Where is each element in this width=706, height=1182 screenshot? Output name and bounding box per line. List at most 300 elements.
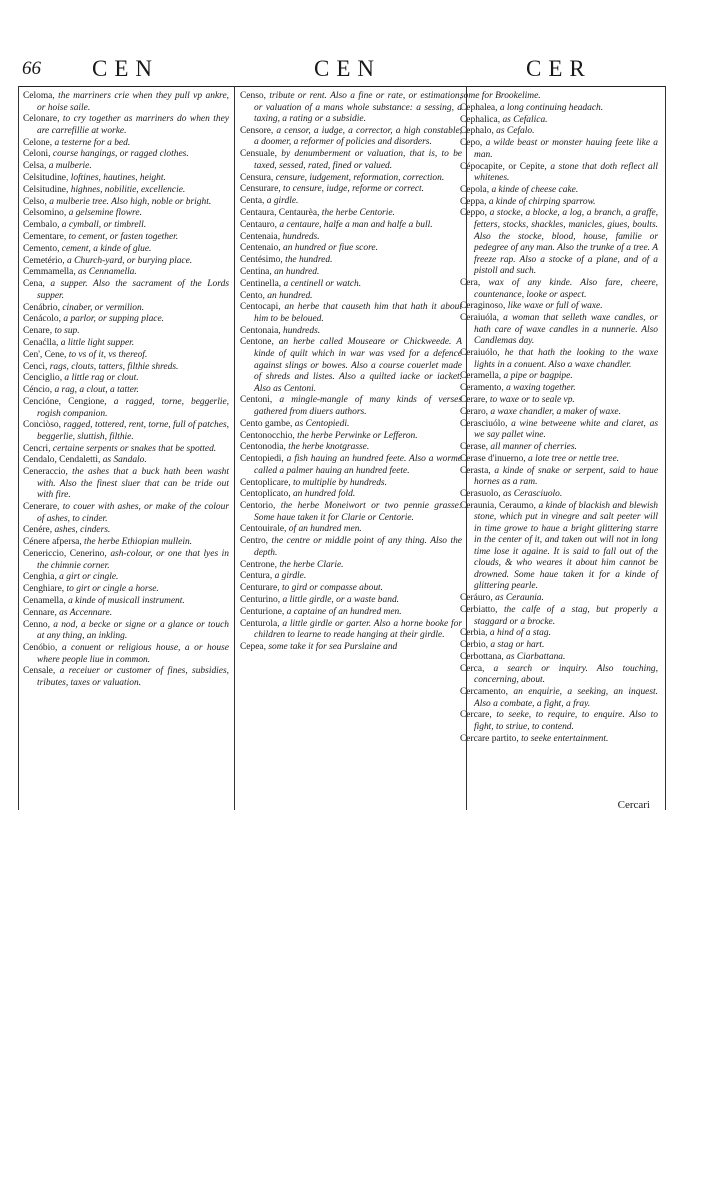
entry-term: Centurino, [240, 595, 281, 606]
dictionary-entry [23, 185, 229, 197]
entry-term: Cemetério, [23, 255, 65, 266]
dictionary-entry [240, 267, 462, 279]
entry-definition: a censor, a iudge, a corrector, a high constable, a doomer, a reformer of policies and disorders. [254, 125, 462, 148]
dictionary-entry [460, 454, 658, 466]
dictionary-entry [240, 431, 462, 443]
dictionary-entry [240, 243, 462, 255]
entry-definition: a mulberie tree. Also high, noble or bright. [49, 196, 212, 207]
entry-definition: all manner of cherries. [490, 441, 577, 452]
entry-definition: to cement, or fasten together. [68, 232, 179, 243]
dictionary-entry [460, 197, 658, 209]
dictionary-entry [23, 608, 229, 620]
dictionary-entry [460, 91, 658, 103]
entry-definition: the calfe of a stag, but properly a staggard or a brocke. [474, 605, 659, 627]
entry-term: Celso, [23, 196, 47, 207]
column-rule-1 [234, 86, 235, 810]
entry-term: Ceraro, [460, 406, 489, 417]
dictionary-entry [23, 350, 229, 362]
entry-definition: as Accennare. [59, 607, 113, 618]
entry-term: Centura, [240, 571, 273, 582]
entry-term: Censale, [23, 666, 56, 677]
entry-term: Celsitudine, [23, 184, 69, 195]
dictionary-entry [460, 208, 658, 277]
dictionary-entry [23, 161, 229, 173]
dictionary-entry [240, 478, 462, 490]
entry-definition: by denumberment or valuation, that is, to be taxed, sessed, rated, fined or valued. [254, 149, 463, 171]
entry-definition: a pipe or bagpipe. [503, 371, 573, 382]
dictionary-entry [240, 607, 462, 619]
entry-term: Cerbiatto, [460, 605, 498, 616]
entry-definition: hundreds. [282, 231, 320, 242]
entry-term: Centonaia, [240, 325, 281, 336]
dictionary-entry [23, 455, 229, 467]
entry-term: Censuale, [240, 149, 277, 160]
entry-term: Censore, [240, 125, 274, 136]
entry-term: Ceráuro, [460, 593, 493, 604]
catchword: Cercari [617, 799, 650, 811]
entry-term: Centonocchio, [240, 430, 295, 441]
dictionary-entry [240, 337, 462, 395]
dictionary-entry [240, 595, 462, 607]
entry-term: Cephalica, [460, 114, 501, 125]
entry-definition: he that hath the looking to the waxe lights in a conuent. Also a waxe chandler. [474, 348, 659, 370]
dictionary-entry [23, 314, 229, 326]
entry-definition: as Cerasciuolo. [503, 488, 563, 499]
dictionary-entry [240, 419, 462, 431]
entry-definition: cinaber, or vermilion. [62, 302, 145, 313]
entry-definition: a wine betweene white and claret, as we say pallet wine. [474, 418, 659, 441]
dictionary-entry [240, 536, 462, 559]
entry-definition: the centre or middle point of any thing. Also the depth. [254, 536, 462, 558]
entry-term: Céncio, [23, 385, 53, 396]
entry-definition: some for Brookelime. [460, 91, 541, 101]
dictionary-entry [23, 303, 229, 315]
entry-term: Cépocapite, or Cepite, [460, 161, 547, 172]
entry-definition: an hundred. [267, 290, 313, 301]
entry-term: Cenácolo, [23, 314, 61, 325]
entry-term: Centopiedi, [240, 454, 284, 465]
entry-term: Ceramento, [460, 383, 504, 394]
dictionary-entry [460, 501, 658, 593]
entry-definition: a kinde of chirping sparrow. [488, 196, 596, 207]
dictionary-entry [240, 91, 462, 126]
entry-term: Centocapi, [240, 302, 281, 313]
dictionary-entry [240, 489, 462, 501]
dictionary-entry [240, 642, 462, 654]
entry-term: Centoplicare, [240, 477, 291, 488]
entry-definition: as Cefalica. [502, 114, 548, 125]
entry-definition: ash-colour, or one that lyes in the chimnie corner. [37, 549, 230, 571]
entry-definition: a captaine of an hundred men. [286, 606, 402, 617]
dictionary-entry [460, 687, 658, 710]
entry-definition: a kinde of musicall instrument. [68, 596, 185, 607]
dictionary-entry [460, 442, 658, 454]
entry-term: Cepea, [240, 641, 266, 652]
entry-term: Cenamella, [23, 596, 66, 607]
entry-definition: the hundred. [285, 255, 333, 266]
entry-definition: a little girdle or garter. Also a horne booke for children to learne to reade hanging at their girdle. [254, 618, 463, 641]
entry-definition: an enquirie, a seeking, an inquest. Also a combate, a fight, a fray. [474, 687, 659, 709]
entry-definition: course hangings, or ragged clothes. [52, 149, 189, 160]
entry-definition: a Church-yard, or burying place. [67, 255, 193, 266]
entry-term: Cennare, [23, 607, 57, 618]
entry-term: Cemmamella, [23, 267, 76, 278]
dictionary-entry [23, 385, 229, 397]
dictionary-entry [460, 466, 658, 489]
entry-term: Cerasuolo, [460, 488, 501, 499]
entry-term: Cephalea, [460, 102, 498, 113]
entry-definition: loftines, hautines, height. [70, 173, 166, 184]
dictionary-entry [240, 524, 462, 536]
entry-term: Cemento, [23, 243, 60, 254]
entry-term: Celone, [23, 137, 53, 148]
dictionary-entry [240, 291, 462, 303]
entry-term: Ceramella, [460, 371, 502, 382]
entry-definition: a lote tree or nettle tree. [528, 453, 620, 464]
entry-definition: a wilde beast or monster hauing feete like a man. [474, 138, 658, 160]
entry-definition: a mulberie. [48, 161, 92, 172]
page-number: 66 [22, 58, 41, 79]
dictionary-entry [460, 593, 658, 605]
dictionary-entry [240, 126, 462, 149]
dictionary-entry [240, 255, 462, 267]
entry-definition: ashes, cinders. [54, 525, 111, 536]
dictionary-entry [23, 537, 229, 549]
entry-definition: as Ciarbattana. [506, 652, 566, 662]
entry-definition: a cymball, or timbrell. [61, 220, 147, 231]
dictionary-entry [460, 652, 658, 664]
dictionary-entry [460, 407, 658, 419]
entry-definition: an herbe that causeth him that hath it about him to be beloued. [254, 302, 462, 324]
dictionary-entry [23, 208, 229, 220]
entry-definition: to multiplie by hundreds. [292, 477, 387, 488]
entry-term: Celsa, [23, 161, 47, 172]
entry-definition: a supper. Also the sacrament of the Lords supper. [37, 279, 229, 301]
entry-definition: a fish hauing an hundred feete. Also a worme called a palmer hauing an hundred feete. [254, 454, 462, 476]
entry-definition: a stocke, a blocke, a log, a branch, a graffe, fetters, stocks, shackles, manicles, giues, boults. Also the stocke, blood, house, familie or pedegree of any man. Also the trunke of a tree. A freeze rap. Also a stocke of a plane, and of a pistoll and such. [474, 208, 659, 277]
entry-definition: as Sandalo. [102, 455, 147, 466]
entry-term: Ceppo, [460, 208, 487, 219]
entry-term: Cenóbio, [23, 642, 58, 653]
entry-term: Centa, [240, 196, 265, 207]
entry-term: Cencióne, Cengione, [23, 396, 107, 407]
entry-definition: to seeke entertainment. [521, 733, 609, 744]
entry-definition: to girt or cingle a horse. [66, 584, 159, 595]
entry-definition: the herbe knotgrasse. [288, 442, 370, 453]
entry-definition: an hundred. [274, 266, 320, 277]
dictionary-entry [460, 640, 658, 652]
entry-definition: to waxe or to seale vp. [489, 394, 575, 405]
dictionary-entry [23, 620, 229, 643]
dictionary-entry [460, 138, 658, 161]
entry-term: Centenaio, [240, 243, 281, 254]
column-3 [460, 91, 658, 746]
entry-definition: to couer with ashes, or make of the colour of ashes, to cinder. [37, 502, 230, 524]
entry-definition: the marriners crie when they pull vp ankre, or hoise saile. [37, 91, 229, 113]
dictionary-entry [240, 571, 462, 583]
dictionary-entry [460, 710, 658, 733]
entry-definition: rags, clouts, tatters, filthie shreds. [49, 361, 179, 372]
entry-term: Cenaćlla, [23, 337, 59, 348]
entry-term: Centurare, [240, 583, 280, 594]
dictionary-entry [460, 115, 658, 127]
dictionary-entry [23, 666, 229, 689]
entry-term: Cenghia, [23, 572, 57, 583]
entry-definition: to cry together as marriners do when they are carrefillie at worke. [37, 114, 229, 136]
dictionary-entry [240, 583, 462, 595]
entry-definition: hundreds. [282, 325, 321, 336]
running-headword-right: CER [526, 56, 592, 81]
entry-definition: of an hundred men. [288, 524, 362, 535]
entry-term: Cénere afpersa, [23, 537, 82, 548]
entry-term: Centouirale, [240, 524, 287, 535]
entry-term: Ceraginoso, [460, 301, 506, 312]
entry-definition: ragged, tottered, rent, torne, full of patches, beggerlie, sluttish, filthie. [37, 420, 229, 442]
dictionary-entry [460, 371, 658, 383]
entry-term: Ceraiuólo, [460, 348, 500, 359]
entry-definition: a woman that selleth waxe candles, or hath care of waxe candles in a nunnerie. Also Candlemas day. [474, 313, 659, 347]
entry-term: Cerca, [460, 663, 485, 674]
entry-definition: an herbe called Mouseare or Chickweede. A kinde of quilt which in war was vsed for a defence against slings or bowes. Also a course couerlet made of shreds and listes. Also a quilted iacke or iacket. Also as Centoni. [254, 337, 462, 394]
dictionary-entry [240, 454, 462, 477]
entry-term: Cenericcio, Cenerino, [23, 549, 107, 560]
dictionary-entry [23, 244, 229, 256]
entry-term: Cembalo, [23, 220, 60, 231]
entry-definition: a little girdle, or a waste band. [282, 595, 400, 606]
dictionary-entry [23, 256, 229, 268]
entry-definition: the herbe Ethiopian mullein. [84, 537, 193, 548]
entry-definition: a kinde of blackish and blewish stone, which put in vinegre and salt peeter will in time growe to haue a bright glittering starre in the center of it, and taken out will not in long time lose it againe. It is said to fall out of the clouds, & who weares it about him cannot be drowned. Some haue taken it for a kinde of glittering pearle. [474, 500, 658, 592]
dictionary-entry [460, 278, 658, 301]
entry-definition: a nod, a becke or signe or a glance or touch at any thing, an inkling. [37, 619, 230, 642]
entry-definition: as Cefalo. [496, 126, 535, 137]
entry-term: Centoplicato, [240, 489, 291, 500]
dictionary-entry [240, 560, 462, 572]
entry-definition: a kinde of snake or serpent, said to haue hornes as a ram. [474, 465, 659, 488]
entry-term: Centrone, [240, 559, 277, 570]
entry-definition: censure, iudgement, reformation, correction. [275, 172, 445, 183]
dictionary-entry [460, 348, 658, 371]
entry-definition: a kinde of cheese cake. [491, 184, 579, 195]
dictionary-entry [460, 313, 658, 348]
entry-definition: the ashes that a buck hath been washt with. Also the finest sluer that can be tride out with fire. [37, 467, 229, 501]
dictionary-entry [23, 584, 229, 596]
entry-term: Cerbottana, [460, 652, 504, 662]
entry-term: Celoni, [23, 149, 51, 160]
dictionary-entry [240, 184, 462, 196]
entry-term: Cenghiare, [23, 584, 65, 595]
entry-definition: a little rag or clout. [64, 373, 139, 384]
entry-definition: a girt or cingle. [59, 572, 119, 583]
entry-definition: tribute or rent. Also a fine or rate, or estimation, or valuation of a mans whole substance: a sessing, a taxing, a rating or a subsidie. [254, 91, 463, 125]
entry-definition: the herbe Moneiwort or two pennie grasse: Some haue taken it for Clarie or Centorie. [254, 501, 463, 523]
dictionary-entry [460, 605, 658, 628]
entry-definition: a girdle. [274, 571, 307, 582]
entry-term: Centoni, [240, 395, 273, 406]
entry-definition: as Ceraunia. [495, 593, 544, 604]
header-rule [18, 86, 666, 87]
dictionary-entry [460, 185, 658, 197]
dictionary-entry [23, 267, 229, 279]
column-1 [23, 91, 229, 690]
entry-term: Cenciglio, [23, 373, 63, 384]
entry-term: Ceneraccio, [23, 467, 68, 478]
entry-definition: like waxe or full of waxe. [507, 301, 603, 312]
entry-term: Cerasciuólo, [460, 418, 508, 429]
entry-definition: a parlor, or supping place. [63, 314, 165, 325]
entry-term: Centorio, [240, 501, 276, 512]
entry-term: Cercamento, [460, 687, 508, 698]
entry-term: Celonare, [23, 114, 60, 125]
entry-definition: to vs of it, vs thereof. [68, 349, 148, 360]
dictionary-entry [460, 489, 658, 501]
entry-definition: as Cennamella. [78, 267, 137, 278]
dictionary-entry [240, 232, 462, 244]
entry-term: Centro, [240, 536, 269, 547]
dictionary-entry [23, 420, 229, 443]
column-rule-left [18, 86, 19, 810]
entry-term: Cerase, [460, 441, 489, 452]
entry-term: Celsomino, [23, 208, 67, 219]
dictionary-entry [460, 395, 658, 407]
entry-term: Centurione, [240, 606, 285, 617]
entry-term: Cementare, [23, 232, 67, 243]
entry-term: Censo, [240, 91, 266, 101]
entry-term: Censurare, [240, 184, 281, 195]
entry-term: Cenére, [23, 525, 53, 536]
entry-term: Cera, [460, 278, 481, 288]
entry-definition: a stone that doth reflect all whitenes. [474, 161, 658, 184]
dictionary-entry [240, 619, 462, 642]
entry-definition: a ragged, torne, beggerlie, rogish companion. [37, 396, 229, 419]
entry-term: Conciòso, [23, 420, 62, 431]
entry-term: Ceraiuóla, [460, 313, 500, 324]
dictionary-entry [23, 467, 229, 502]
dictionary-entry [23, 197, 229, 209]
dictionary-entry [23, 338, 229, 350]
entry-term: Ceraunia, Ceraumo, [460, 500, 536, 511]
entry-term: Centurola, [240, 618, 280, 629]
entry-term: Cerasta, [460, 465, 491, 476]
dictionary-entry [23, 326, 229, 338]
dictionary-entry [240, 326, 462, 338]
entry-definition: to censure, iudge, reforme or correct. [282, 184, 424, 195]
dictionary-entry [240, 196, 462, 208]
entry-definition: the herbe Centorie. [321, 207, 395, 218]
entry-term: Cepola, [460, 184, 490, 195]
dictionary-entry [460, 162, 658, 185]
dictionary-entry [460, 628, 658, 640]
entry-definition: the herbe Perwinke or Lefferon. [297, 430, 418, 441]
entry-definition: a search or inquiry. Also touching, concerning, about. [474, 663, 659, 686]
dictionary-entry [240, 173, 462, 185]
entry-term: Centauro, [240, 219, 277, 230]
dictionary-entry [23, 279, 229, 302]
entry-definition: an hundred fold. [292, 489, 356, 500]
entry-definition: wax of any kinde. Also fare, cheere, countenance, looke or aspect. [474, 278, 658, 300]
dictionary-entry [460, 103, 658, 115]
entry-term: Cen', Cene, [23, 349, 67, 360]
dictionary-entry [23, 114, 229, 137]
entry-term: Celoma, [23, 91, 55, 101]
dictionary-entry [23, 138, 229, 150]
entry-definition: a stag or hart. [490, 640, 545, 651]
entry-definition: certaine serpents or snakes that be spotted. [52, 443, 217, 454]
dictionary-entry [23, 397, 229, 420]
entry-definition: a rag, a clout, a tatter. [54, 385, 139, 396]
column-rule-right [665, 86, 666, 810]
dictionary-entry [23, 173, 229, 185]
entry-term: Cenci, [23, 361, 48, 372]
entry-definition: a centinell or watch. [283, 278, 362, 289]
entry-term: Cenno, [23, 619, 50, 630]
entry-definition: a gelsemine flowre. [68, 208, 142, 219]
entry-definition: a hind of a stag. [489, 628, 551, 639]
entry-term: Centinella, [240, 278, 282, 289]
dictionary-entry [240, 302, 462, 325]
entry-definition: a receiuer or customer of fines, subsidies, tributes, taxes or valuation. [37, 666, 229, 688]
dictionary-entry [23, 232, 229, 244]
dictionary-entry [240, 149, 462, 172]
dictionary-entry [23, 502, 229, 525]
dictionary-entry [23, 572, 229, 584]
entry-term: Cenábrio, [23, 302, 60, 313]
running-headword-center: CEN [314, 56, 381, 81]
entry-term: Centésimo, [240, 255, 283, 266]
entry-definition: an hundred or fiue score. [282, 243, 378, 254]
entry-term: Centina, [240, 266, 272, 277]
dictionary-entry [23, 525, 229, 537]
entry-definition: a little light supper. [60, 337, 135, 348]
dictionary-entry [23, 549, 229, 572]
entry-definition: a waxe chandler, a maker of waxe. [490, 406, 621, 417]
dictionary-entry [240, 220, 462, 232]
dictionary-entry [240, 208, 462, 220]
dictionary-entry [460, 301, 658, 313]
dictionary-page [18, 58, 666, 810]
entry-term: Celsitudine, [23, 173, 69, 184]
entry-definition: a conuent or religious house, a or house where people liue in common. [37, 642, 229, 665]
dictionary-entry [240, 395, 462, 418]
entry-definition: a long continuing headach. [499, 102, 604, 113]
entry-definition: a centaure, halfe a man and halfe a bull. [279, 219, 433, 230]
entry-term: Cerare, [460, 394, 488, 405]
entry-definition: to sup. [54, 326, 80, 337]
dictionary-entry [23, 643, 229, 666]
entry-term: Cerbio, [460, 640, 489, 651]
entry-term: Cena, [23, 279, 45, 290]
entry-term: Cento gambe, [240, 418, 293, 429]
entry-term: Centonodia, [240, 442, 286, 453]
entry-term: Ceppa, [460, 196, 487, 207]
dictionary-entry [23, 596, 229, 608]
dictionary-entry [460, 419, 658, 442]
entry-term: Cercare, [460, 710, 492, 721]
entry-term: Cephalo, [460, 126, 494, 137]
dictionary-entry [240, 442, 462, 454]
dictionary-entry [23, 220, 229, 232]
entry-definition: a waxing together. [506, 383, 576, 394]
entry-term: Censura, [240, 172, 274, 183]
entry-term: Cerase d'inuerno, [460, 453, 526, 464]
entry-term: Cepo, [460, 138, 483, 149]
entry-definition: a testerne for a bed. [54, 137, 131, 148]
entry-definition: some take it for sea Purslaine and [268, 641, 398, 652]
entry-definition: to gird or compasse about. [281, 583, 384, 594]
entry-term: Cercare partito, [460, 733, 519, 744]
dictionary-entry [460, 664, 658, 687]
dictionary-entry [23, 91, 229, 114]
